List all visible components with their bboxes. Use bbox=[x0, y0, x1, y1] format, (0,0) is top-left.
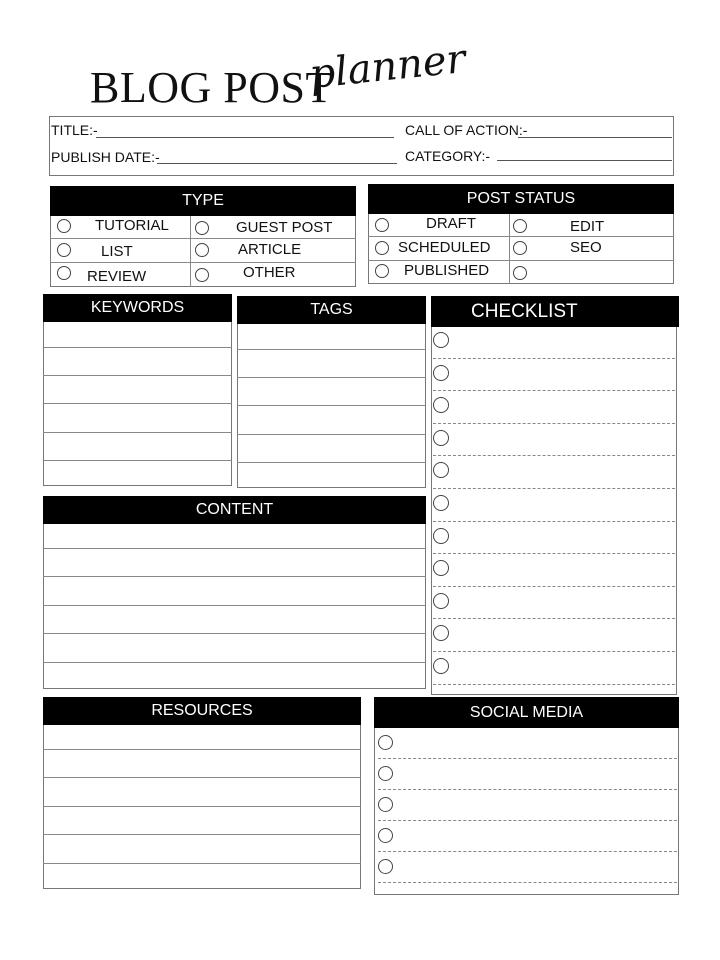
status-option-label: PUBLISHED bbox=[404, 262, 490, 279]
type-tutorial-checkbox[interactable] bbox=[57, 219, 71, 233]
status-published-checkbox[interactable] bbox=[375, 264, 389, 278]
type-header: TYPE bbox=[50, 186, 356, 216]
checklist-item-line[interactable] bbox=[433, 488, 675, 489]
status-draft-checkbox[interactable] bbox=[375, 218, 389, 232]
call-of-action-label: CALL OF ACTION:- bbox=[405, 122, 528, 138]
social-media-header: SOCIAL MEDIA bbox=[374, 697, 679, 728]
resources-line[interactable] bbox=[43, 834, 361, 835]
info-box bbox=[49, 116, 674, 176]
category-field[interactable] bbox=[497, 160, 672, 161]
status-option-label: DRAFT bbox=[426, 215, 476, 232]
checklist-item-line[interactable] bbox=[433, 684, 675, 685]
content-line[interactable] bbox=[43, 662, 426, 663]
type-list-checkbox[interactable] bbox=[57, 243, 71, 257]
status-option-label: SCHEDULED bbox=[398, 239, 491, 256]
status-divider bbox=[509, 214, 510, 284]
publish-date-label: PUBLISH DATE:- bbox=[51, 149, 160, 165]
keywords-header: KEYWORDS bbox=[43, 294, 232, 322]
resources-line[interactable] bbox=[43, 777, 361, 778]
content-line[interactable] bbox=[43, 605, 426, 606]
resources-header: RESOURCES bbox=[43, 697, 361, 725]
type-divider bbox=[190, 216, 191, 287]
type-article-checkbox[interactable] bbox=[195, 243, 209, 257]
title-field[interactable] bbox=[96, 137, 394, 138]
checklist-item-line[interactable] bbox=[433, 586, 675, 587]
social-media-item-line[interactable] bbox=[378, 758, 677, 759]
type-option-label: TUTORIAL bbox=[95, 217, 169, 234]
type-option-label: ARTICLE bbox=[238, 241, 302, 258]
tags-line[interactable] bbox=[237, 462, 426, 463]
checklist-item-checkbox[interactable] bbox=[433, 528, 449, 544]
checklist-item-checkbox[interactable] bbox=[433, 495, 449, 511]
status-row-line bbox=[368, 236, 674, 237]
social-media-item-checkbox[interactable] bbox=[378, 859, 393, 874]
tags-line[interactable] bbox=[237, 434, 426, 435]
post-status-header: POST STATUS bbox=[368, 184, 674, 214]
checklist-item-line[interactable] bbox=[433, 455, 675, 456]
checklist-item-line[interactable] bbox=[433, 521, 675, 522]
checklist-item-checkbox[interactable] bbox=[433, 365, 449, 381]
publish-date-field[interactable] bbox=[157, 163, 397, 164]
tags-header: TAGS bbox=[237, 296, 426, 324]
category-label: CATEGORY:- bbox=[405, 148, 491, 164]
social-media-item-checkbox[interactable] bbox=[378, 797, 393, 812]
keywords-box bbox=[43, 294, 232, 486]
keywords-line[interactable] bbox=[43, 432, 232, 433]
type-review-checkbox[interactable] bbox=[57, 266, 71, 280]
title-label: TITLE:- bbox=[51, 122, 98, 138]
page-title-script: planner bbox=[307, 35, 468, 98]
checklist-item-line[interactable] bbox=[433, 618, 675, 619]
status-edit-checkbox[interactable] bbox=[513, 219, 527, 233]
checklist-box bbox=[431, 296, 677, 695]
call-of-action-field[interactable] bbox=[518, 137, 672, 138]
keywords-line[interactable] bbox=[43, 460, 232, 461]
checklist-item-checkbox[interactable] bbox=[433, 593, 449, 609]
resources-line[interactable] bbox=[43, 863, 361, 864]
tags-box bbox=[237, 296, 426, 488]
checklist-item-checkbox[interactable] bbox=[433, 658, 449, 674]
status-scheduled-checkbox[interactable] bbox=[375, 241, 389, 255]
tags-line[interactable] bbox=[237, 377, 426, 378]
checklist-item-line[interactable] bbox=[433, 651, 675, 652]
keywords-line[interactable] bbox=[43, 347, 232, 348]
keywords-line[interactable] bbox=[43, 403, 232, 404]
status-row-line bbox=[368, 260, 674, 261]
social-media-item-checkbox[interactable] bbox=[378, 766, 393, 781]
social-media-item-checkbox[interactable] bbox=[378, 735, 393, 750]
status-blank-checkbox[interactable] bbox=[513, 266, 527, 280]
resources-line[interactable] bbox=[43, 749, 361, 750]
checklist-item-line[interactable] bbox=[433, 553, 675, 554]
checklist-item-line[interactable] bbox=[433, 390, 675, 391]
social-media-item-line[interactable] bbox=[378, 789, 677, 790]
social-media-item-line[interactable] bbox=[378, 851, 677, 852]
social-media-item-checkbox[interactable] bbox=[378, 828, 393, 843]
content-box bbox=[43, 496, 426, 689]
content-line[interactable] bbox=[43, 633, 426, 634]
social-media-item-line[interactable] bbox=[378, 882, 677, 883]
tags-line[interactable] bbox=[237, 349, 426, 350]
content-line[interactable] bbox=[43, 576, 426, 577]
page-title: BLOG POST bbox=[90, 63, 333, 112]
type-option-label: OTHER bbox=[243, 264, 296, 281]
status-option-label: EDIT bbox=[570, 218, 605, 235]
status-option-label: SEO bbox=[570, 239, 602, 256]
type-option-label: GUEST POST bbox=[236, 219, 333, 236]
checklist-item-line[interactable] bbox=[433, 358, 675, 359]
checklist-header: CHECKLIST bbox=[431, 296, 679, 327]
type-other-checkbox[interactable] bbox=[195, 268, 209, 282]
social-media-item-line[interactable] bbox=[378, 820, 677, 821]
content-header: CONTENT bbox=[43, 496, 426, 524]
tags-line[interactable] bbox=[237, 405, 426, 406]
resources-line[interactable] bbox=[43, 806, 361, 807]
type-row-line bbox=[50, 238, 356, 239]
resources-box bbox=[43, 697, 361, 889]
keywords-line[interactable] bbox=[43, 375, 232, 376]
type-guest-post-checkbox[interactable] bbox=[195, 221, 209, 235]
checklist-item-checkbox[interactable] bbox=[433, 430, 449, 446]
status-seo-checkbox[interactable] bbox=[513, 241, 527, 255]
checklist-item-line[interactable] bbox=[433, 423, 675, 424]
checklist-item-checkbox[interactable] bbox=[433, 332, 449, 348]
type-option-label: REVIEW bbox=[87, 268, 147, 285]
type-row-line bbox=[50, 262, 356, 263]
content-line[interactable] bbox=[43, 548, 426, 549]
type-option-label: LIST bbox=[101, 243, 133, 260]
